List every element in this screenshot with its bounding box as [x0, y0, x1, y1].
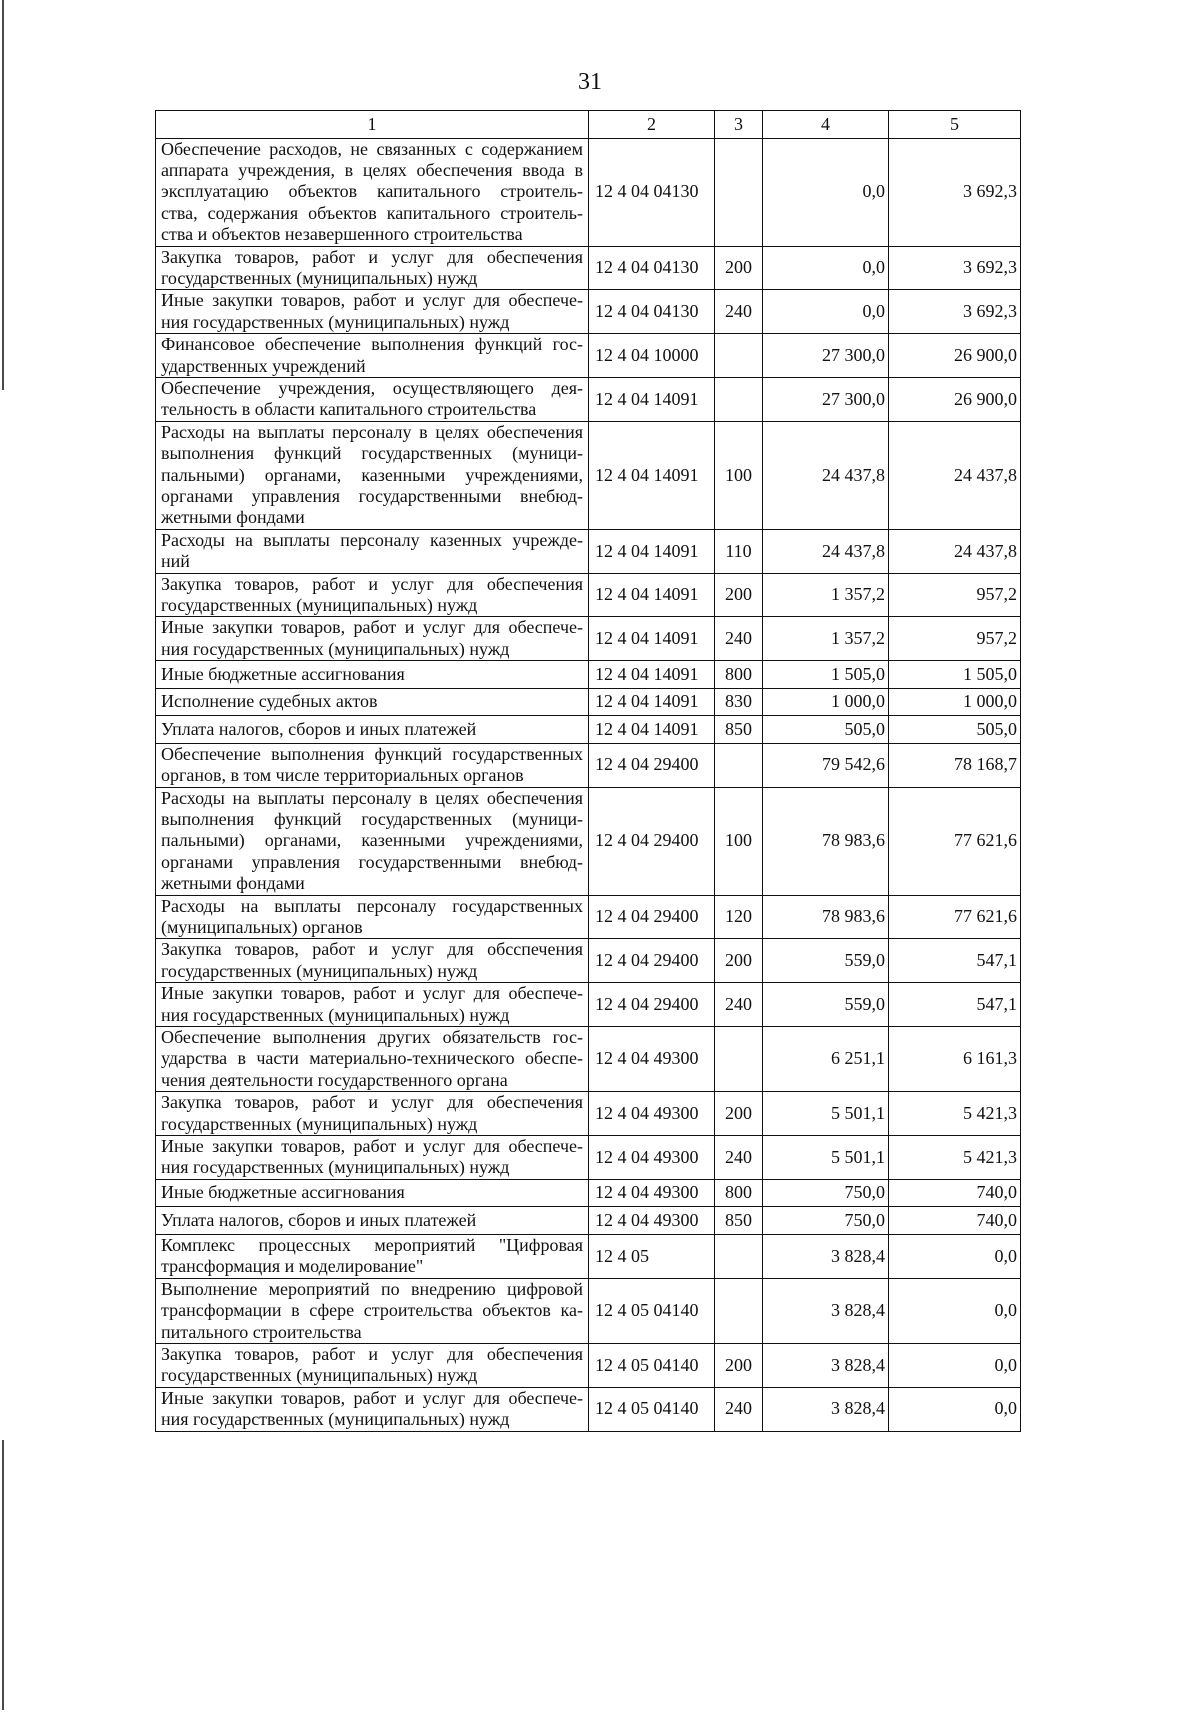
- amount-col4-cell: 24 437,8: [763, 529, 889, 573]
- budget-code-cell: 12 4 04 14091: [589, 529, 715, 573]
- description-line: государственных (муниципальных) нужд: [161, 267, 478, 288]
- description-line: Обеспечение учреждения, осуществляющего дея-: [161, 377, 583, 398]
- expense-type-cell: 200: [715, 573, 763, 617]
- budget-code-cell: 12 4 04 04130: [589, 246, 715, 290]
- description-line: Обеспечение выполнения функций государственных: [161, 743, 583, 764]
- description-line: Иные закупки товаров, работ и услуг для обеспече-: [161, 1136, 583, 1157]
- budget-code-cell: 12 4 04 29400: [589, 895, 715, 939]
- description-line: Иные бюджетные ассигнования: [161, 1182, 405, 1203]
- table-row: [156, 1136, 1021, 1180]
- header-col-1: 1: [156, 111, 589, 139]
- budget-code-cell: 12 4 05 04140: [589, 1278, 715, 1343]
- expense-type-cell: 240: [715, 1387, 763, 1431]
- table-body: [156, 138, 1021, 1431]
- description-line: ударства в части материально-технического обеспе-: [161, 1048, 583, 1069]
- budget-code-cell: 12 4 04 49300: [589, 1027, 715, 1092]
- description-line: Расходы на выплаты персоналу казенных учрежде-: [161, 529, 583, 550]
- description-line: Иные закупки товаров, работ и услуг для обеспече-: [161, 617, 583, 638]
- expense-type-cell: [715, 1027, 763, 1092]
- description-line: Иные бюджетные ассигнования: [161, 663, 405, 684]
- table-header: [156, 111, 1021, 139]
- expense-type-cell: 200: [715, 1343, 763, 1387]
- description-line: жетными фондами: [161, 507, 305, 528]
- expense-type-cell: [715, 1234, 763, 1278]
- description-cell: [156, 421, 589, 529]
- description-line: ния государственных (муниципальных) нужд: [161, 1004, 510, 1025]
- table-row: [156, 895, 1021, 939]
- description-cell: [156, 688, 589, 716]
- description-line: ний: [161, 551, 190, 572]
- scan-edge-line: [2, 0, 4, 390]
- expense-type-cell: 100: [715, 421, 763, 529]
- expense-type-cell: [715, 377, 763, 421]
- table-row: [156, 617, 1021, 661]
- amount-col5-cell: 24 437,8: [889, 529, 1021, 573]
- description-line: Расходы на выплаты персоналу в целях обеспечения: [161, 421, 583, 442]
- table-header-row: [156, 111, 1021, 139]
- table-row: [156, 246, 1021, 290]
- amount-col5-cell: 0,0: [889, 1343, 1021, 1387]
- budget-code-cell: 12 4 04 29400: [589, 939, 715, 983]
- amount-col4-cell: 6 251,1: [763, 1027, 889, 1092]
- description-line: Иные закупки товаров, работ и услуг для обеспече-: [161, 1387, 583, 1408]
- header-col-3: 3: [715, 111, 763, 139]
- description-line: Иные закупки товаров, работ и услуг для обеспече-: [161, 290, 583, 311]
- table-row: [156, 688, 1021, 716]
- amount-col5-cell: 5 421,3: [889, 1136, 1021, 1180]
- description-line: ния государственных (муниципальных) нужд: [161, 1409, 510, 1430]
- description-line: ударственных учреждений: [161, 355, 366, 376]
- table-row: [156, 1207, 1021, 1235]
- description-line: ния государственных (муниципальных) нужд: [161, 311, 510, 332]
- description-line: государственных (муниципальных) нужд: [161, 595, 478, 616]
- header-col-5: 5: [889, 111, 1021, 139]
- budget-code-cell: 12 4 04 10000: [589, 334, 715, 378]
- budget-code-cell: 12 4 05 04140: [589, 1387, 715, 1431]
- budget-code-cell: 12 4 04 04130: [589, 138, 715, 246]
- table-row: [156, 1027, 1021, 1092]
- description-cell: [156, 1179, 589, 1207]
- expense-type-cell: 240: [715, 1136, 763, 1180]
- amount-col5-cell: 505,0: [889, 716, 1021, 744]
- description-line: трансформации в сфере строительства объектов ка-: [161, 1300, 583, 1321]
- description-cell: [156, 1278, 589, 1343]
- amount-col4-cell: 3 828,4: [763, 1278, 889, 1343]
- description-line: Расходы на выплаты персоналу государственных: [161, 895, 583, 916]
- amount-col5-cell: 0,0: [889, 1387, 1021, 1431]
- description-line: Комплекс процессных мероприятий "Цифровая: [161, 1234, 583, 1255]
- description-cell: [156, 743, 589, 787]
- description-line: Финансовое обеспечение выполнения функций гос-: [161, 334, 583, 355]
- table-row: [156, 421, 1021, 529]
- table-row: [156, 138, 1021, 246]
- amount-col4-cell: 78 983,6: [763, 895, 889, 939]
- expense-type-cell: 100: [715, 787, 763, 895]
- amount-col4-cell: 1 000,0: [763, 688, 889, 716]
- expense-type-cell: 200: [715, 1092, 763, 1136]
- amount-col4-cell: 1 357,2: [763, 617, 889, 661]
- amount-col5-cell: 1 000,0: [889, 688, 1021, 716]
- amount-col5-cell: 78 168,7: [889, 743, 1021, 787]
- table-row: [156, 1387, 1021, 1431]
- amount-col5-cell: 77 621,6: [889, 895, 1021, 939]
- table-row: [156, 1092, 1021, 1136]
- amount-col5-cell: 0,0: [889, 1278, 1021, 1343]
- description-line: государственных (муниципальных) нужд: [161, 1365, 478, 1386]
- description-line: Закупка товаров, работ и услуг для обеспечения: [161, 573, 583, 594]
- expense-type-cell: 120: [715, 895, 763, 939]
- description-cell: [156, 939, 589, 983]
- description-cell: [156, 377, 589, 421]
- description-cell: [156, 334, 589, 378]
- description-line: тельность в области капитального строительства: [161, 399, 537, 420]
- description-line: аппарата учреждения, в целях обеспечения ввода в: [161, 159, 583, 180]
- budget-code-cell: 12 4 05: [589, 1234, 715, 1278]
- amount-col4-cell: 5 501,1: [763, 1136, 889, 1180]
- budget-code-cell: 12 4 04 49300: [589, 1136, 715, 1180]
- description-cell: [156, 246, 589, 290]
- budget-code-cell: 12 4 04 29400: [589, 787, 715, 895]
- table-row: [156, 661, 1021, 689]
- amount-col5-cell: 77 621,6: [889, 787, 1021, 895]
- description-line: Уплата налогов, сборов и иных платежей: [161, 1209, 477, 1230]
- expense-type-cell: [715, 1278, 763, 1343]
- description-cell: [156, 787, 589, 895]
- budget-code-cell: 12 4 04 14091: [589, 573, 715, 617]
- amount-col4-cell: 1 357,2: [763, 573, 889, 617]
- expense-type-cell: 850: [715, 716, 763, 744]
- amount-col5-cell: 3 692,3: [889, 290, 1021, 334]
- expense-type-cell: 110: [715, 529, 763, 573]
- description-line: жетными фондами: [161, 873, 305, 894]
- amount-col4-cell: 0,0: [763, 246, 889, 290]
- table-row: [156, 334, 1021, 378]
- budget-code-cell: 12 4 04 29400: [589, 743, 715, 787]
- scan-edge-line: [2, 1440, 4, 1710]
- budget-code-cell: 12 4 04 49300: [589, 1207, 715, 1235]
- amount-col5-cell: 24 437,8: [889, 421, 1021, 529]
- table-row: [156, 377, 1021, 421]
- description-line: выполнения функций государственных (муници-: [161, 808, 583, 829]
- description-line: Обеспечение выполнения других обязательств гос-: [161, 1027, 583, 1048]
- description-cell: [156, 716, 589, 744]
- amount-col5-cell: 3 692,3: [889, 246, 1021, 290]
- budget-code-cell: 12 4 04 14091: [589, 716, 715, 744]
- expense-type-cell: 240: [715, 290, 763, 334]
- amount-col4-cell: 0,0: [763, 138, 889, 246]
- description-line: Выполнение мероприятий по внедрению цифровой: [161, 1278, 583, 1299]
- description-cell: [156, 983, 589, 1027]
- description-line: чения деятельности государственного органа: [161, 1069, 508, 1090]
- amount-col5-cell: 957,2: [889, 617, 1021, 661]
- budget-code-cell: 12 4 04 14091: [589, 688, 715, 716]
- amount-col5-cell: 957,2: [889, 573, 1021, 617]
- expense-type-cell: [715, 334, 763, 378]
- description-cell: [156, 1092, 589, 1136]
- description-cell: [156, 1234, 589, 1278]
- description-line: ства, содержания объектов капитального строитель-: [161, 202, 583, 223]
- table-row: [156, 1343, 1021, 1387]
- description-line: органами управления государственными внебюд-: [161, 486, 583, 506]
- amount-col4-cell: 750,0: [763, 1179, 889, 1207]
- amount-col4-cell: 24 437,8: [763, 421, 889, 529]
- description-line: Иные закупки товаров, работ и услуг для обеспече-: [161, 983, 583, 1004]
- description-line: Исполнение судебных актов: [161, 691, 378, 712]
- expense-type-cell: 800: [715, 1179, 763, 1207]
- table-row: [156, 787, 1021, 895]
- amount-col5-cell: 1 505,0: [889, 661, 1021, 689]
- description-cell: [156, 1136, 589, 1180]
- description-cell: [156, 661, 589, 689]
- amount-col4-cell: 27 300,0: [763, 334, 889, 378]
- description-line: эксплуатацию объектов капитального строитель-: [161, 181, 583, 202]
- description-cell: [156, 573, 589, 617]
- table-row: [156, 1278, 1021, 1343]
- amount-col4-cell: 3 828,4: [763, 1387, 889, 1431]
- budget-code-cell: 12 4 04 14091: [589, 617, 715, 661]
- amount-col5-cell: 547,1: [889, 983, 1021, 1027]
- description-line: Уплата налогов, сборов и иных платежей: [161, 718, 477, 739]
- description-cell: [156, 1027, 589, 1092]
- amount-col4-cell: 79 542,6: [763, 743, 889, 787]
- description-line: ния государственных (муниципальных) нужд: [161, 1157, 510, 1178]
- description-cell: [156, 895, 589, 939]
- description-line: выполнения функций государственных (муници-: [161, 443, 583, 464]
- amount-col4-cell: 3 828,4: [763, 1234, 889, 1278]
- amount-col5-cell: 740,0: [889, 1179, 1021, 1207]
- amount-col5-cell: 547,1: [889, 939, 1021, 983]
- expense-type-cell: 200: [715, 939, 763, 983]
- description-line: государственных (муниципальных) нужд: [161, 960, 478, 981]
- budget-code-cell: 12 4 04 49300: [589, 1179, 715, 1207]
- budget-code-cell: 12 4 04 29400: [589, 983, 715, 1027]
- table-row: [156, 939, 1021, 983]
- budget-table: [155, 110, 1021, 1432]
- amount-col5-cell: 0,0: [889, 1234, 1021, 1278]
- table-row: [156, 743, 1021, 787]
- expense-type-cell: 830: [715, 688, 763, 716]
- description-line: государственных (муниципальных) нужд: [161, 1113, 478, 1134]
- description-line: пальными) органами, казенными учреждениями,: [161, 830, 583, 851]
- amount-col5-cell: 740,0: [889, 1207, 1021, 1235]
- description-cell: [156, 1387, 589, 1431]
- budget-code-cell: 12 4 04 14091: [589, 421, 715, 529]
- description-line: Закупка товаров, работ и услуг для обеспечения: [161, 1343, 583, 1364]
- description-line: ства и объектов незавершенного строительства: [161, 224, 523, 245]
- amount-col4-cell: 78 983,6: [763, 787, 889, 895]
- amount-col5-cell: 26 900,0: [889, 334, 1021, 378]
- expense-type-cell: 240: [715, 983, 763, 1027]
- amount-col5-cell: 26 900,0: [889, 377, 1021, 421]
- header-col-4: 4: [763, 111, 889, 139]
- description-line: ния государственных (муниципальных) нужд: [161, 638, 510, 659]
- description-line: органов, в том числе территориальных органов: [161, 765, 524, 786]
- description-cell: [156, 1343, 589, 1387]
- amount-col4-cell: 559,0: [763, 983, 889, 1027]
- amount-col4-cell: 3 828,4: [763, 1343, 889, 1387]
- expense-type-cell: [715, 743, 763, 787]
- table-row: [156, 983, 1021, 1027]
- description-line: Обеспечение расходов, не связанных с содержанием: [161, 138, 583, 159]
- description-line: пальными) органами, казенными учреждениями,: [161, 464, 583, 485]
- description-line: питального строительства: [161, 1321, 362, 1342]
- description-line: трансформация и моделирование": [161, 1256, 424, 1277]
- table-row: [156, 716, 1021, 744]
- amount-col5-cell: 6 161,3: [889, 1027, 1021, 1092]
- budget-code-cell: 12 4 04 49300: [589, 1092, 715, 1136]
- amount-col4-cell: 750,0: [763, 1207, 889, 1235]
- amount-col4-cell: 559,0: [763, 939, 889, 983]
- table-row: [156, 290, 1021, 334]
- description-cell: [156, 617, 589, 661]
- amount-col5-cell: 3 692,3: [889, 138, 1021, 246]
- page-number: 31: [578, 69, 602, 95]
- budget-code-cell: 12 4 05 04140: [589, 1343, 715, 1387]
- budget-code-cell: 12 4 04 14091: [589, 377, 715, 421]
- expense-type-cell: [715, 138, 763, 246]
- description-line: Закупка товаров, работ и услуг для обсспечения: [161, 939, 583, 960]
- amount-col4-cell: 5 501,1: [763, 1092, 889, 1136]
- description-cell: [156, 529, 589, 573]
- table-row: [156, 573, 1021, 617]
- amount-col4-cell: 1 505,0: [763, 661, 889, 689]
- description-line: Закупка товаров, работ и услуг для обеспечения: [161, 1092, 583, 1113]
- description-line: Расходы на выплаты персоналу в целях обеспечения: [161, 787, 583, 808]
- expense-type-cell: 240: [715, 617, 763, 661]
- description-line: Закупка товаров, работ и услуг для обеспечения: [161, 246, 583, 267]
- expense-type-cell: 850: [715, 1207, 763, 1235]
- table-row: [156, 1179, 1021, 1207]
- amount-col4-cell: 505,0: [763, 716, 889, 744]
- description-cell: [156, 1207, 589, 1235]
- budget-code-cell: 12 4 04 04130: [589, 290, 715, 334]
- table-row: [156, 1234, 1021, 1278]
- table-row: [156, 529, 1021, 573]
- expense-type-cell: 800: [715, 661, 763, 689]
- header-col-2: 2: [589, 111, 715, 139]
- description-line: органами управления государственными внебюд-: [161, 851, 583, 872]
- expense-type-cell: 200: [715, 246, 763, 290]
- amount-col4-cell: 27 300,0: [763, 377, 889, 421]
- description-cell: [156, 138, 589, 246]
- budget-code-cell: 12 4 04 14091: [589, 661, 715, 689]
- description-cell: [156, 290, 589, 334]
- description-line: (муниципальных) органов: [161, 917, 363, 937]
- amount-col5-cell: 5 421,3: [889, 1092, 1021, 1136]
- amount-col4-cell: 0,0: [763, 290, 889, 334]
